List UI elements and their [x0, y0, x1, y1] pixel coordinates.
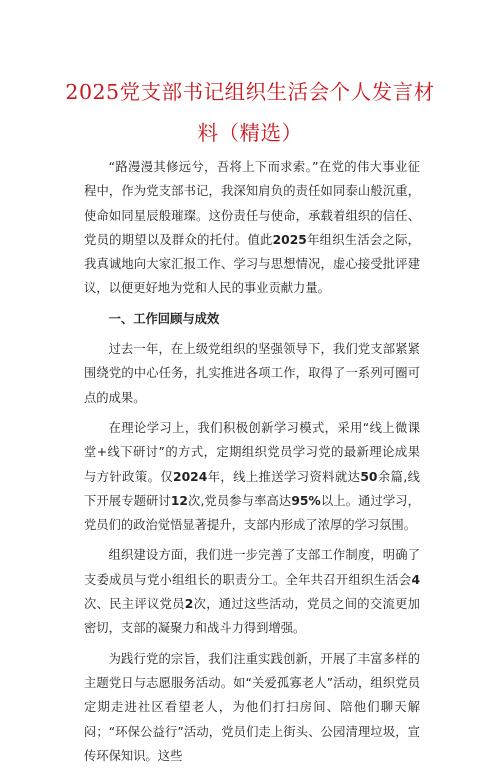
- p2-year: 2024: [173, 469, 208, 484]
- p3-count-reviews: 2: [184, 597, 194, 612]
- p2-text-2: 年，线上推送学习资料就达: [207, 469, 361, 484]
- paragraph-theory-study: [84, 416, 420, 537]
- intro-year: 2025: [272, 232, 307, 247]
- p2-text-4: 次,党员参与率高达: [187, 493, 292, 508]
- p3-text-2: 次、民主评议党员: [84, 597, 185, 612]
- p3-count-meetings: 4: [411, 572, 420, 587]
- paragraph-overview: 过去一年，在上级党组织的坚强领导下，我们党支部紧紧围绕党的中心任务，扎实推进各项工作，取得了一系列可圈可点的成果。: [84, 342, 420, 405]
- p2-participation-rate: 95%: [291, 493, 321, 508]
- section-heading-work-review: 一、工作回顾与成效: [108, 311, 220, 326]
- p2-count-articles: 50: [360, 469, 378, 484]
- document-body: [84, 155, 420, 768]
- p2-text-5: 以上。通过学习，党员们的政治觉悟显著提升，支部内形成了浓厚的学习氛围。: [84, 493, 420, 533]
- intro-paragraph: [84, 155, 420, 301]
- document-title: 2025党支部书记组织生活会个人发言材料（精选）: [65, 80, 435, 145]
- p2-count-seminars: 12: [170, 493, 188, 508]
- p3-text-1: 组织建设方面，我们进一步完善了支部工作制度，明确了支委成员与党小组组长的职责分工。全年共召开组织生活会: [84, 548, 420, 587]
- p2-text-1: 在理论学习上，我们积极创新学习模式，采用“线上微课堂+线下研讨”的方式，定期组织党员学习党的最新理论成果与方针政策。仅: [84, 420, 420, 484]
- paragraph-organization: [84, 543, 420, 640]
- p3-text-3: 次，通过这些活动，党员之间的交流更加密切，支部的凝聚力和战斗力得到增强。: [84, 597, 420, 636]
- intro-text-2: 年组织生活会之际，我真诚地向大家汇报工作、学习与思想情况，虚心接受批评建议，以便更好地为党和人民的事业贡献力量。: [84, 232, 420, 296]
- paragraph-practice: 为践行党的宗旨，我们注重实践创新，开展了丰富多样的主题党日与志愿服务活动。如“关爱孤寡老人”活动，组织党员定期走进社区看望老人，为他们打扫房间、陪他们聊天解闷；“环保公益行”活动，党员们走上街头、公园清理垃圾，宣传环保知识。这些: [84, 651, 420, 763]
- intro-text-1: “路漫漫其修远兮，吾将上下而求索。”在党的伟大事业征程中，作为党支部书记，我深知肩负的责任如同泰山般沉重，使命如同星辰般璀璨。这份责任与使命，承载着组织的信任、党员的期望以及群众的托付。值此: [84, 160, 420, 247]
- p2-text-3: 余篇,线下开展专题研讨: [84, 469, 420, 508]
